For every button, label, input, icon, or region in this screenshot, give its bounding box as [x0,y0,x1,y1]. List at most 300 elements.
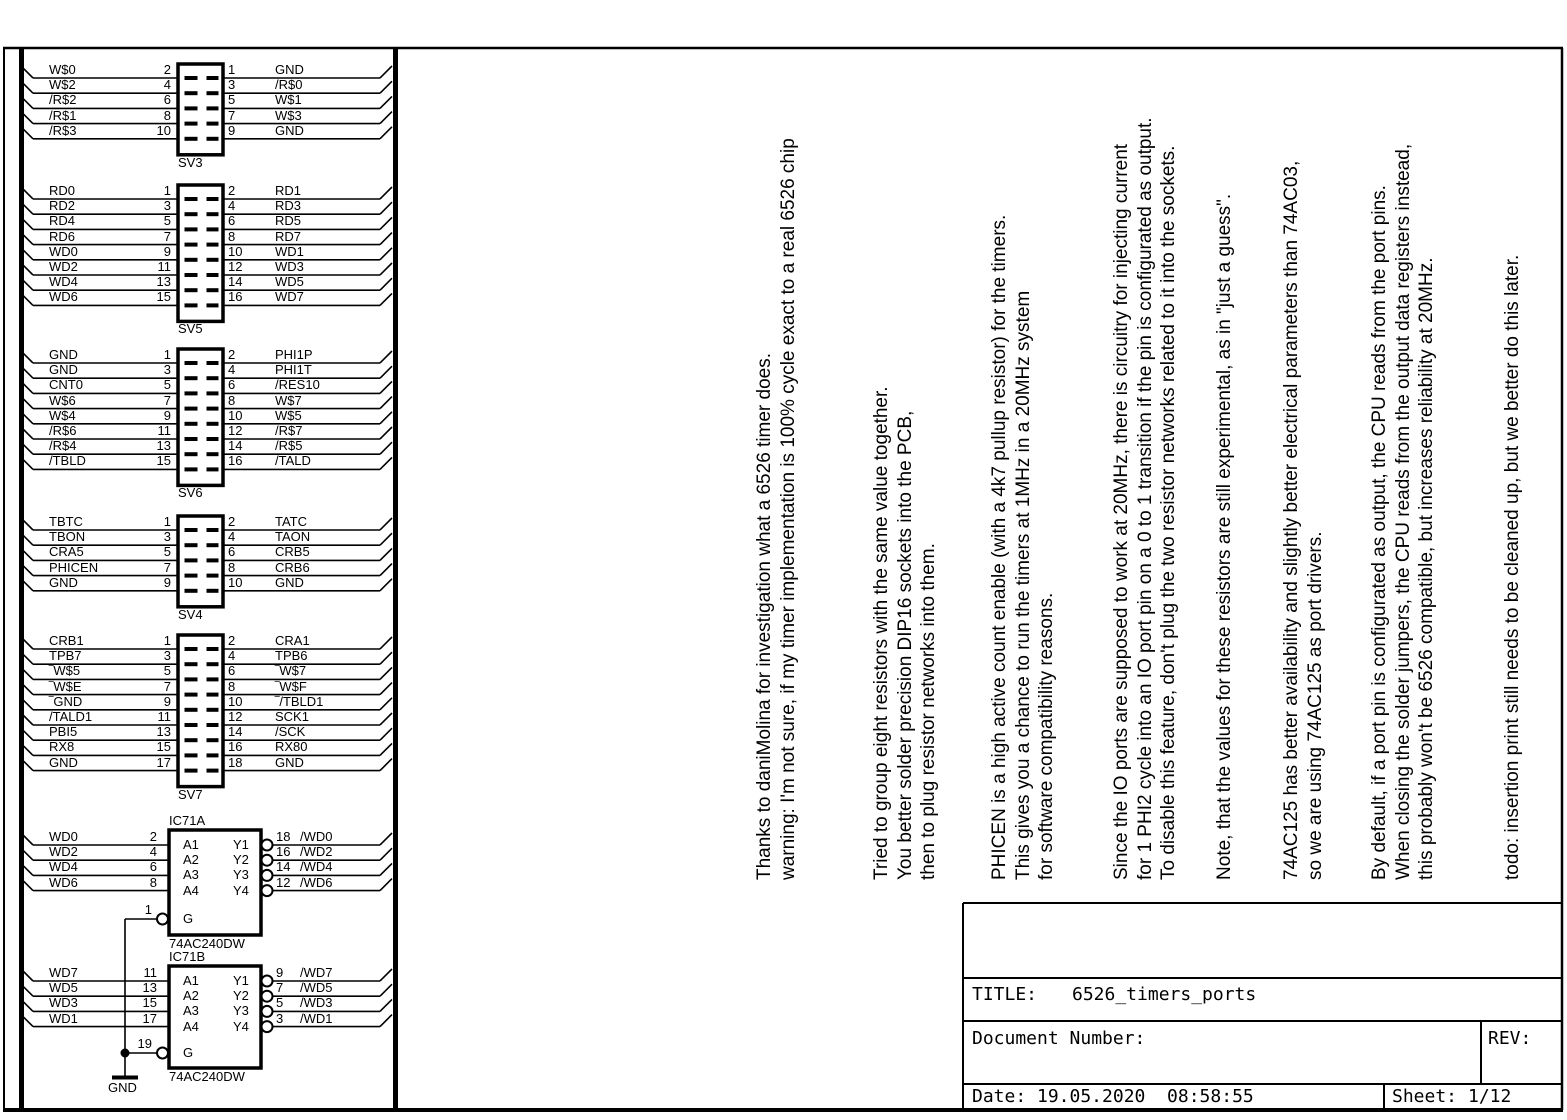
wire-bus-stub [380,533,392,545]
ic-pin-label: A1 [183,973,199,988]
net-label: TBTC [49,514,83,529]
net-label: RD4 [49,213,76,229]
pin-pad [185,543,198,547]
inverter-bubble [157,1048,168,1059]
pin-pad [185,422,198,426]
net-label: /R$2 [49,92,77,108]
titleblock-sheet-label: Sheet: [1392,1086,1458,1107]
note-3 [988,215,1059,880]
note-4 [1110,117,1181,880]
note-4-line-1: Since the IO ports are supposed to work at 20MHz, there is circuitry for injecting current [1111,143,1132,880]
net-label: RX8 [49,739,75,755]
net-label: PHI1T [275,362,312,378]
net-label: GND [275,122,304,138]
pin-number: 9 [163,243,171,259]
titleblock-date-label: Date: [972,1086,1027,1107]
inverter-bubble [262,870,273,881]
net-label: /R$3 [49,122,77,138]
pin-number: 1 [163,514,171,529]
connector-name: SV4 [178,606,203,622]
net-label: /WD3 [300,995,333,1011]
wire-bus-stub [380,263,392,275]
note-7-line-1: By default, if a port pin is configurated as output, the CPU reads from the port pins. [1369,185,1390,880]
pin-number: 13 [142,980,157,996]
net-label: W$2 [49,77,76,93]
pin-number: 7 [163,678,171,694]
inverter-bubble [262,885,273,896]
pin-number: 4 [149,844,157,860]
pin-number: 1 [144,902,152,917]
pin-pad [207,738,219,742]
ic-pin-label: Y1 [233,973,249,988]
ic-part-name: 74AC240DW [169,936,245,951]
gnd-label: GND [108,1080,137,1095]
net-label: ‾/TBLD1 [275,693,324,709]
pin-number: 3 [163,362,171,378]
inverter-bubble [157,914,168,925]
pin-number: 2 [228,514,236,529]
ic-name: IC71A [169,813,206,828]
net-label: W$1 [275,92,302,108]
net-label: TPB6 [275,648,308,664]
wire-bus-stub [380,579,392,591]
pin-pad [207,91,219,95]
net-label: /WD4 [300,859,333,875]
pin-number: 9 [163,693,171,709]
net-label: GND [49,574,78,590]
net-label: /WD5 [300,980,333,996]
net-label: CRB1 [49,633,84,648]
net-label: /WD6 [300,874,333,890]
pin-number: 1 [163,633,171,648]
note-6 [1280,161,1327,880]
wire-bus-stub [380,548,392,560]
pin-pad [207,753,219,757]
pin-number: 12 [228,423,243,438]
pin-pad [185,769,198,773]
note-2-line-1: Tried to group eight resistors with the same value together. [871,386,892,880]
pin-pad [185,738,198,742]
pin-number: 18 [276,829,291,844]
wire-bus-stub [380,637,392,649]
pin-pad [207,467,219,471]
pin-number: 17 [142,1010,157,1026]
net-label: CRA5 [49,544,84,560]
pin-number: 4 [228,362,236,378]
pin-pad [207,407,219,411]
pin-pad [185,361,198,365]
net-label: GND [275,62,304,77]
note-3-line-1: PHICEN is a high active count enable (with a 4k7 pullup resistor) for the timers. [989,214,1010,880]
net-label: PHICEN [49,559,99,575]
ic-pin-label: A4 [183,1018,199,1034]
titleblock-title-value: 6526_timers_ports [1072,984,1257,1005]
connector-box-SV6 [178,349,223,485]
pin-pad [207,137,219,141]
pin-pad [185,647,198,651]
pin-number: 3 [276,1010,284,1026]
net-label: WD3 [49,995,78,1011]
pin-pad [185,243,198,247]
pin-pad [207,437,219,441]
net-label: /WD7 [300,965,333,980]
wire-bus-stub [380,1015,392,1027]
pin-pad [207,273,219,277]
note-7 [1368,144,1439,880]
pin-pad [185,376,198,380]
pin-number: 4 [163,77,171,93]
pin-pad [207,662,219,666]
connector-name: SV7 [178,786,203,802]
titleblock-docnum-label: Document Number: [972,1028,1146,1049]
pin-pad [207,528,219,532]
net-label: TBON [49,529,86,545]
wire-bus-stub [380,969,392,981]
pin-number: 2 [228,183,236,198]
titleblock-date-value: 19.05.2020 08:58:55 [1037,1086,1254,1107]
pin-pad [185,391,198,395]
net-label: WD7 [49,965,78,980]
net-label: WD4 [49,859,78,875]
pin-number: 6 [228,213,236,229]
net-label: /TALD1 [49,709,93,724]
pin-number: 3 [163,529,171,545]
pin-number: 8 [228,392,236,408]
wire-bus-stub [380,66,392,78]
note-8 [1501,255,1525,880]
net-label: TPB7 [49,648,82,664]
net-label: ‾W$7 [275,663,307,679]
pin-number: 10 [228,574,243,590]
pin-number: 5 [228,92,236,108]
pin-number: 2 [228,633,236,648]
pin-number: 5 [163,663,171,679]
wire-bus-stub [380,293,392,305]
net-label: RD3 [275,198,302,214]
ic-pin-label: A3 [183,867,199,883]
pin-pad [185,753,198,757]
pin-number: 17 [156,754,171,770]
pin-pad [185,558,198,562]
inverter-bubble [262,1021,273,1032]
net-label: /R$5 [275,438,303,454]
pin-pad [207,422,219,426]
wire-bus-stub [380,698,392,710]
net-label: /R$6 [49,423,77,438]
pin-number: 5 [163,544,171,560]
net-label: CRA1 [275,633,310,648]
net-label: W$6 [49,392,76,408]
titleblock-title-label: TITLE: [972,984,1038,1005]
net-label: GND [49,754,78,770]
net-label: /TBLD [49,453,86,469]
wire-bus-stub [380,381,392,393]
titleblock-sheet-value: 1/12 [1468,1086,1512,1107]
note-7-line-3: this probably won't be 6526 compatible, but increases reliability at 20MHz. [1416,257,1437,880]
pin-pad [185,693,198,697]
pin-number: 13 [156,274,171,290]
wire-bus-stub [380,427,392,439]
pin-pad [207,558,219,562]
pin-number: 8 [163,107,171,123]
net-label: RD5 [275,213,302,229]
net-label: WD6 [49,874,78,890]
pin-pad [207,197,219,201]
pin-number: 6 [163,92,171,108]
net-label: W$0 [49,62,76,77]
pin-pad [185,677,198,681]
pin-pad [207,288,219,292]
note-4-line-3: To disable this feature, don't plug the two resistor networks related to it into the sockets. [1158,145,1179,880]
net-label: ‾GND [49,693,83,709]
pin-pad [185,528,198,532]
pin-number: 11 [143,965,157,980]
note-5-line-1: Note, that the values for these resistors are still experimental, as in "just a guess". [1214,193,1235,880]
pin-number: 14 [276,859,291,875]
net-label: /RES10 [275,377,320,393]
pin-pad [207,122,219,126]
pin-pad [185,437,198,441]
ic-pin-label: A2 [183,852,199,868]
net-label: WD2 [49,844,78,860]
pin-pad [185,574,198,578]
wire-bus-stub [380,96,392,108]
pin-number: 5 [163,213,171,229]
pin-number: 7 [276,980,284,996]
wire-bus-stub [380,999,392,1011]
pin-number: 7 [163,559,171,575]
pin-number: 10 [228,407,243,423]
pin-number: 7 [228,107,236,123]
pin-pad [207,303,219,307]
wire-bus-stub [380,833,392,845]
wire-bus-stub [380,667,392,679]
ic-pin-label: A4 [183,882,199,898]
pin-number: 11 [157,423,171,438]
pin-pad [185,273,198,277]
pin-pad [185,303,198,307]
net-label: RD0 [49,183,76,198]
pin-number: 4 [228,198,236,214]
pin-number: 8 [228,678,236,694]
pin-number: 15 [156,453,171,469]
pin-pad [207,76,219,80]
wire-bus-stub [380,863,392,875]
wire-bus-stub [380,743,392,755]
net-label: /SCK [275,724,306,740]
pin-pad [185,212,198,216]
inverter-bubble [262,976,273,987]
net-label: GND [49,362,78,378]
titleblock-rev-label: REV: [1488,1028,1532,1049]
wire-bus-stub [380,112,392,124]
pin-pad [185,407,198,411]
pin-pad [185,589,198,593]
note-2-line-2: You better solder precision DIP16 sockets into the PCB, [894,410,916,880]
pin-number: 1 [228,62,236,77]
pin-number: 6 [228,663,236,679]
wire-bus-stub [380,652,392,664]
pin-number: 16 [228,453,243,469]
ic-pin-label: Y4 [233,1018,249,1034]
wire-bus-stub [380,713,392,725]
wire-bus-stub [380,728,392,740]
wire-bus-stub [380,759,392,771]
pin-number: 4 [228,529,236,545]
wire-bus-stub [380,278,392,290]
ic-pin-label: A2 [183,988,199,1004]
pin-number: 12 [228,259,243,274]
pin-pad [185,227,198,231]
wire-bus-stub [380,127,392,139]
inverter-bubble [262,840,273,851]
pin-pad [185,76,198,80]
pin-number: 14 [228,438,243,454]
net-label: W$5 [275,407,302,423]
pin-pad [185,708,198,712]
note-8-line-1: todo: insertion print still needs to be cleaned up, but we better do this later. [1502,254,1523,880]
wire-bus-stub [380,248,392,260]
pin-pad [185,467,198,471]
pin-number: 13 [156,438,171,454]
pin-number: 1 [163,347,171,362]
wire-bus-stub [380,879,392,891]
pin-pad [207,258,219,262]
pin-number: 16 [228,739,243,755]
net-label: RD6 [49,228,76,244]
pin-pad [207,391,219,395]
net-label: RD7 [275,228,302,244]
pin-pad [207,693,219,697]
ic-part-name: 74AC240DW [169,1069,245,1084]
pin-number: 5 [276,995,284,1011]
pin-number: 11 [157,709,171,724]
ic-name: IC71B [169,949,206,964]
net-label: WD4 [49,274,78,290]
wire-bus-stub [380,848,392,860]
pin-pad [207,452,219,456]
pin-pad [185,723,198,727]
note-6-line-1: 74AC125 has better availability and slightly better electrical parameters than 74AC03, [1281,160,1302,880]
pin-number: 10 [156,122,171,138]
net-label: WD6 [49,289,78,305]
net-label: WD2 [49,259,78,274]
wire-bus-stub [380,412,392,424]
net-label: ‾W$F [275,678,307,694]
ic-pin-label: G [183,1045,194,1060]
net-label: W$4 [49,407,76,423]
net-label: W$7 [275,392,302,408]
pin-pad [185,106,198,110]
net-label: /WD0 [300,829,333,844]
ic-pin-label: G [183,911,194,926]
pin-pad [185,258,198,262]
pin-number: 18 [228,754,243,770]
pin-number: 16 [276,844,291,860]
inverter-bubble [262,855,273,866]
pin-number: 19 [137,1036,152,1051]
pin-number: 1 [163,183,171,198]
pin-pad [185,197,198,201]
net-label: CRB5 [275,544,310,560]
net-label: WD5 [275,274,304,290]
pin-pad [185,91,198,95]
net-label: WD5 [49,980,78,996]
pin-pad [185,662,198,666]
note-2 [870,386,941,880]
net-label: /WD1 [300,1010,333,1026]
wire-bus-stub [380,984,392,996]
pin-number: 7 [163,228,171,244]
pin-pad [185,288,198,292]
net-label: /R$0 [275,77,303,93]
net-label: RD2 [49,198,76,214]
connector-name: SV6 [178,485,203,501]
wire-bus-stub [380,233,392,245]
pin-number: 8 [149,874,157,890]
pin-number: 2 [163,62,171,77]
pin-number: 6 [228,377,236,393]
pin-number: 15 [156,289,171,305]
net-label: GND [275,754,304,770]
net-label: WD0 [49,243,78,259]
net-label: RX80 [275,739,308,755]
ic-pin-label: Y3 [233,867,249,883]
pin-number: 2 [228,347,236,362]
pin-pad [207,589,219,593]
net-label: /R$1 [49,107,77,123]
net-label: W$3 [275,107,302,123]
wire-bus-stub [380,564,392,576]
ic-pin-label: Y2 [233,852,249,868]
wire-bus-stub [380,397,392,409]
wire-bus-stub [380,442,392,454]
pin-pad [207,376,219,380]
pin-pad [207,227,219,231]
pin-number: 7 [163,392,171,408]
pin-number: 3 [163,648,171,664]
net-label: /R$4 [49,438,77,454]
net-label: WD1 [275,243,304,259]
pin-number: 13 [156,724,171,740]
net-label: PHI1P [275,347,313,362]
pin-number: 16 [228,289,243,305]
pin-pad [207,106,219,110]
wire-bus-stub [380,683,392,695]
ic-pin-label: Y4 [233,882,249,898]
pin-number: 9 [276,965,284,980]
net-label: RD1 [275,183,302,198]
note-4-line-2: for 1 PHI2 cycle into an IO port pin on a 0 to 1 transition if the pin is configurated as output. [1134,117,1156,880]
ic-pin-label: A3 [183,1003,199,1019]
pin-pad [185,122,198,126]
pin-number: 12 [228,709,243,724]
inverter-bubble [262,991,273,1002]
net-label: SCK1 [275,709,309,724]
note-5 [1213,194,1237,880]
net-label: CRB6 [275,559,310,575]
note-2-line-3: then to plug resistor networks into them. [918,543,939,880]
note-1 [753,138,800,880]
net-label: /TALD [275,453,311,469]
connector-name: SV5 [178,321,203,337]
wire-bus-stub [380,202,392,214]
pin-number: 9 [163,407,171,423]
ic-pin-label: Y1 [233,837,249,852]
wire-bus-stub [380,518,392,530]
wire-bus-stub [380,351,392,363]
wire-bus-stub [380,457,392,469]
